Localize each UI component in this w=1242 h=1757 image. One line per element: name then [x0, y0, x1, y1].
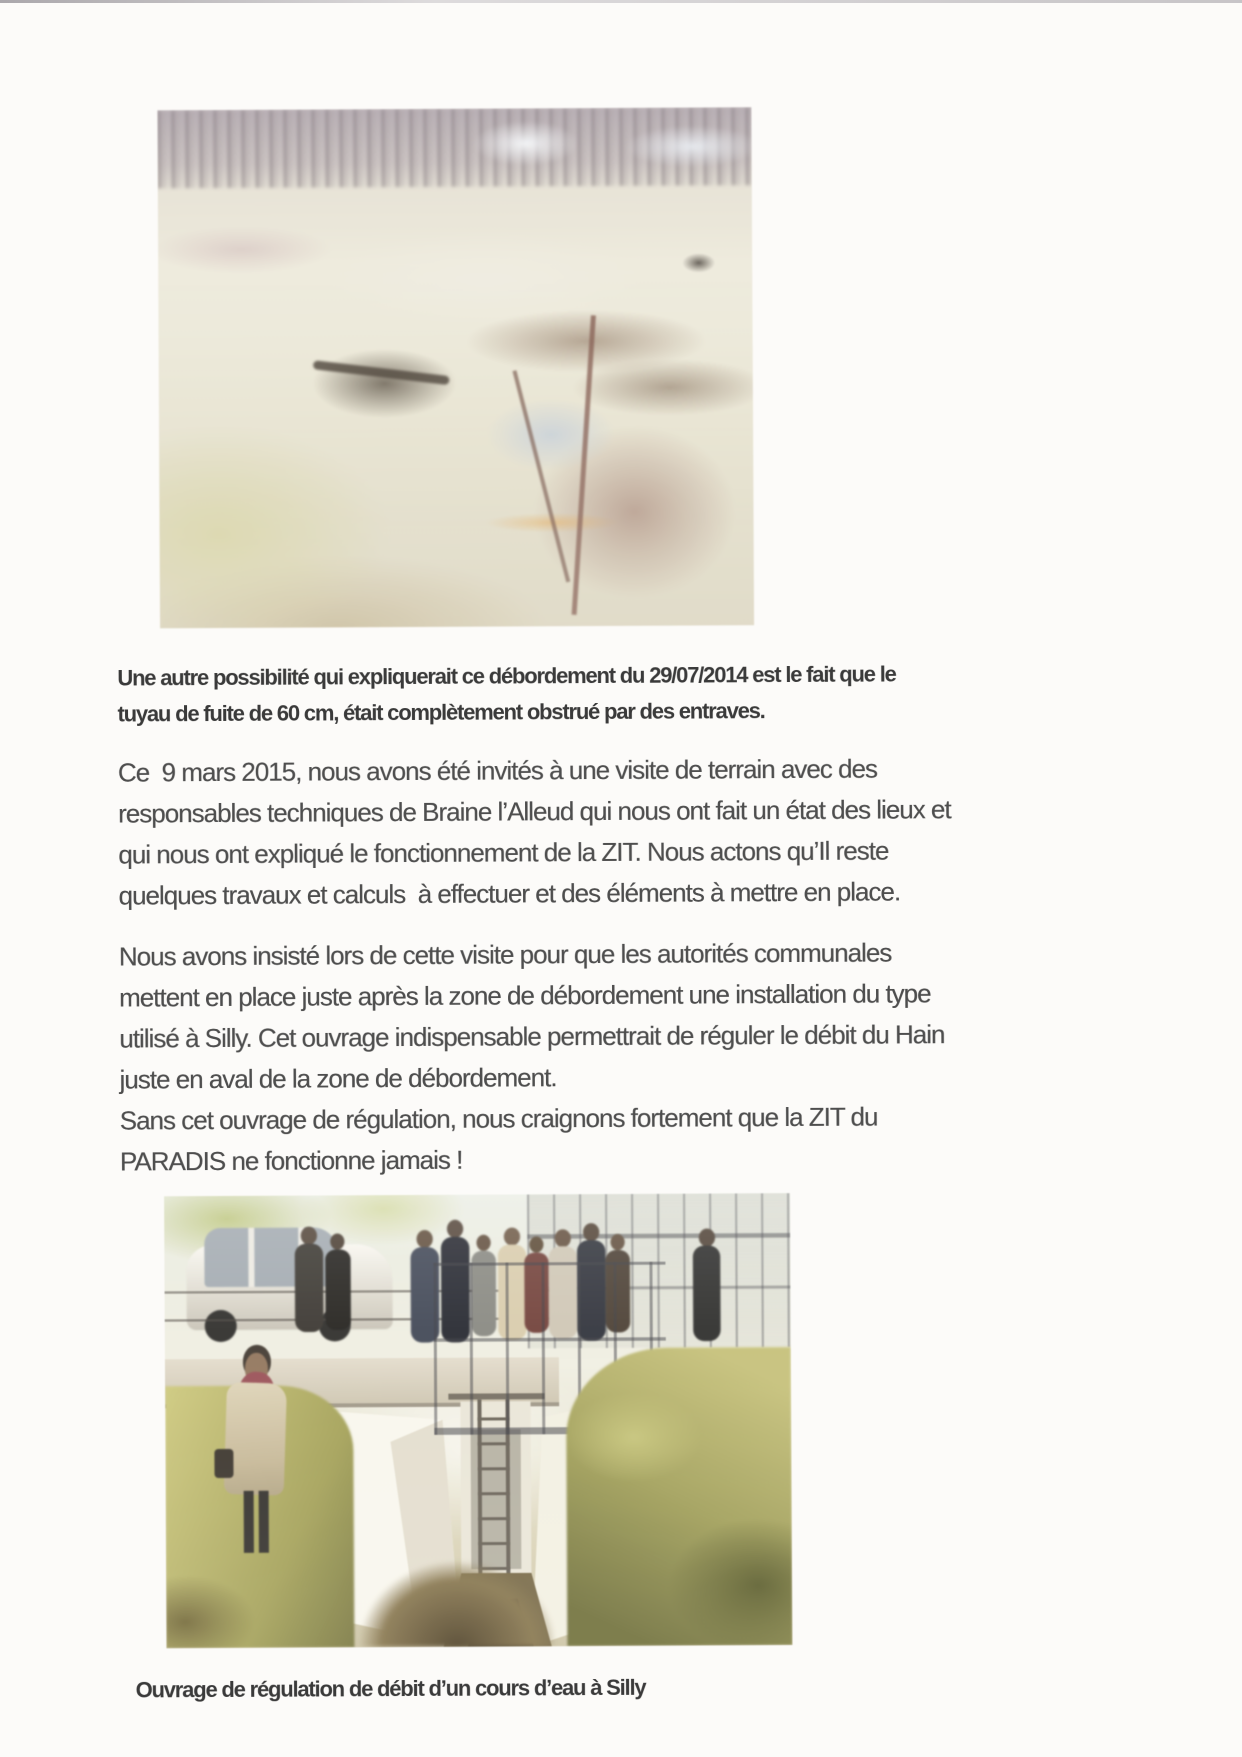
photo1-wash-overlay: [157, 107, 754, 628]
photo-regulation-structure: [164, 1193, 792, 1648]
photo-caption-silly: Ouvrage de régulation de débit d’un cours d’eau à Silly: [135, 1674, 646, 1703]
photo-overflow-zone: [157, 107, 754, 628]
paragraph-regulation-request: Nous avons insisté lors de cette visite pour que les autorités communales mettent en place juste après la zone de débordement une installation du type utilisé à Silly. Cet ouvrage indispensable permettrait de réguler le débit du Hain juste en aval de la zone de débordement. Sans cet ouvrage de régulation, nous craignons fortement que la ZIT du PARADIS ne fonctionne jamais !: [118, 937, 945, 1177]
paragraph-site-visit: Ce 9 mars 2015, nous avons été invités à une visite de terrain avec des responsables techniques de Braine l’Alleud qui nous ont fait un état des lieux et qui nous ont expliqué le fonctionnement de la ZIT. Nous actons qu’Il reste quelques travaux et calculs à effectuer et des éléments à mettre en place.: [117, 753, 951, 911]
photo-caption-overflow: Une autre possibilité qui expliquerait ce débordement du 29/07/2014 est le fait que le tuyau de fuite de 60 cm, était complètement obstrué par des entraves.: [117, 661, 896, 727]
photo2-wash-overlay: [164, 1193, 792, 1648]
